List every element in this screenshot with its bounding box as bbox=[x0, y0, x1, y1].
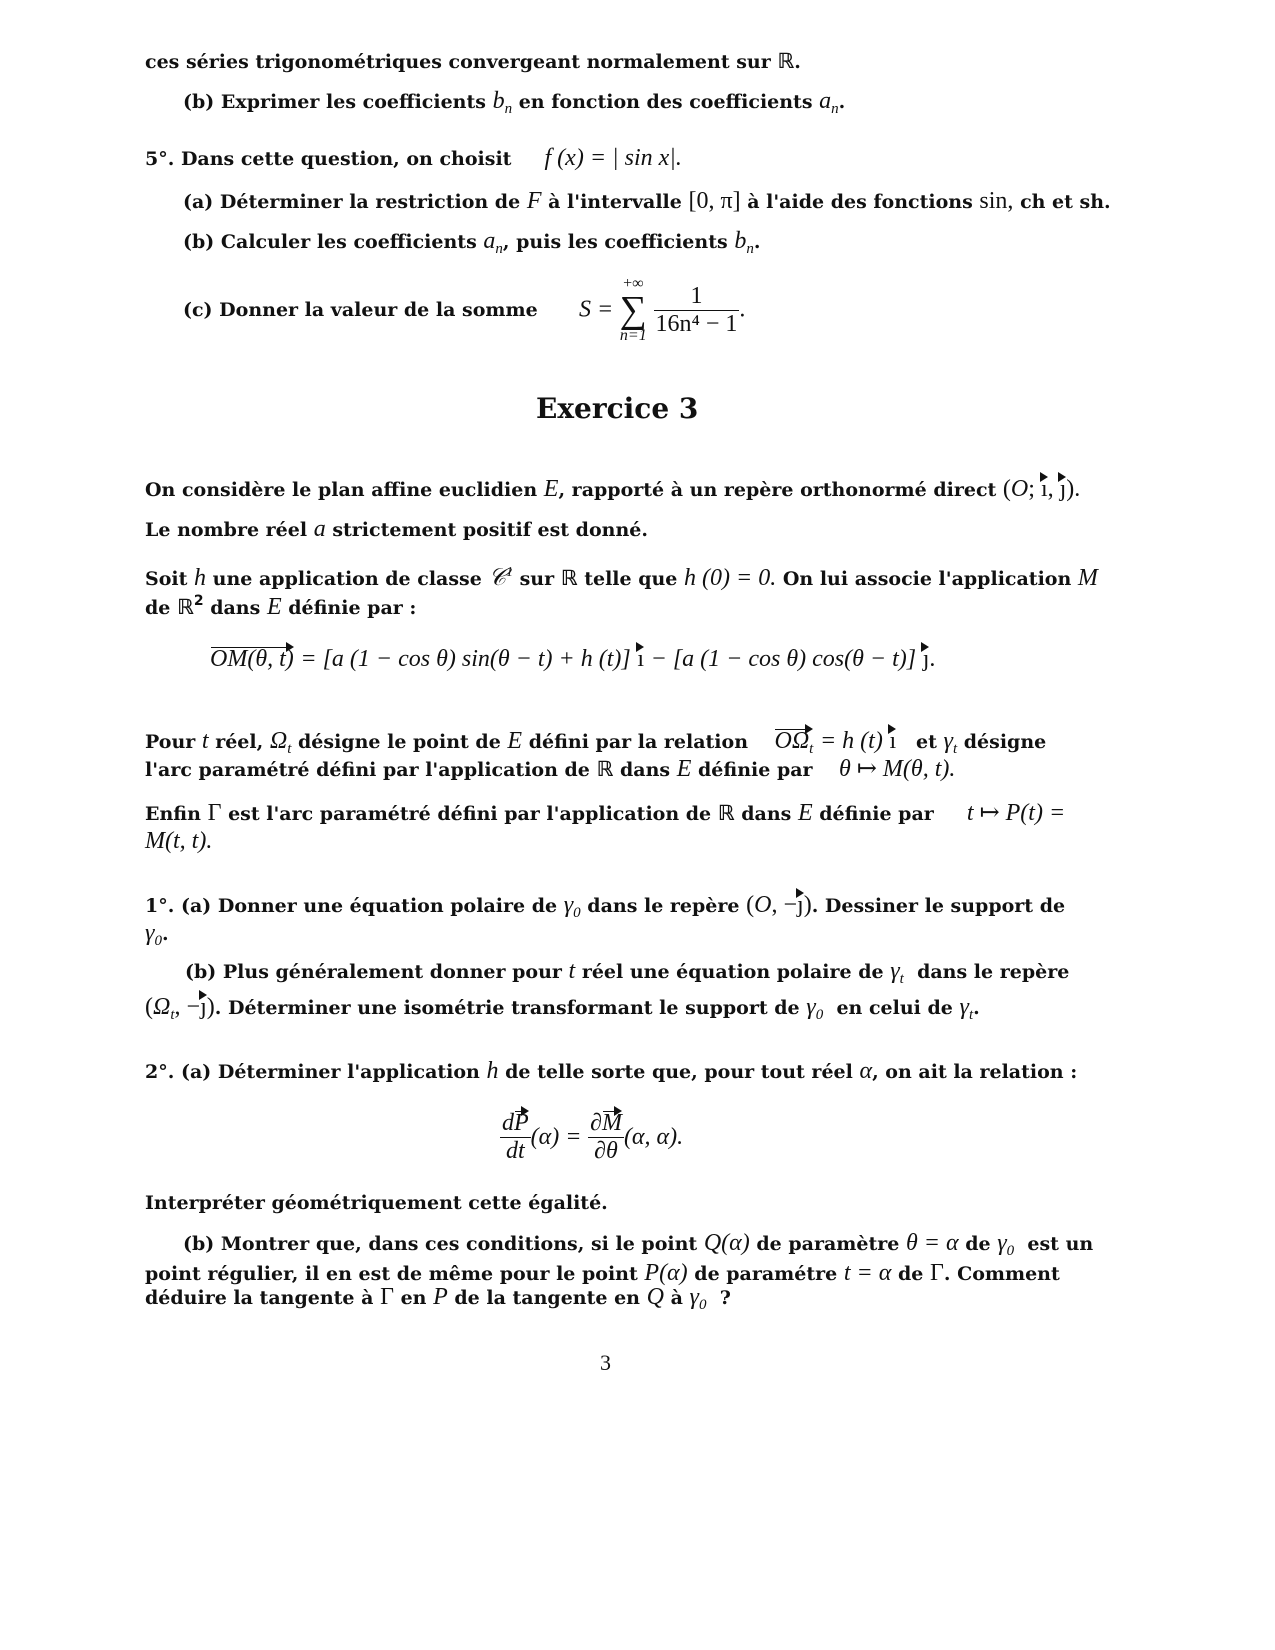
prev-text-line-1: ces séries trigonométriques convergeant normalement sur ℝ. bbox=[145, 49, 801, 73]
question-2b-line-2: point régulier, il en est de même pour le point P(α) de paramétre t = α de Γ. Comment bbox=[145, 1260, 1060, 1286]
ex3-paragraph-2: Le nombre réel a strictement positif est donné. bbox=[145, 516, 648, 542]
question-1b-line-1: (b) Plus généralement donner pour t réel une équation polaire de $\gamma_t$ dans le repère bbox=[185, 958, 1070, 987]
sum-symbol: +∞ ∑ n=1 bbox=[619, 275, 647, 344]
ex3-paragraph-3-line-2: de ℝ$^2$ dans E définie par : bbox=[145, 593, 417, 620]
question-5a: (a) Déterminer la restriction de F à l'intervalle [0, π] à l'aide des fonctions sin, ch et sh. bbox=[183, 188, 1111, 214]
dP-dt-fraction: $\frac{dP}{dt}$ bbox=[502, 1110, 529, 1164]
exercise-title: Exercice 3 bbox=[536, 392, 699, 425]
question-2a: 2°. (a) Déterminer l'application h de telle sorte que, pour tout réel α, on ait la relation : bbox=[145, 1058, 1078, 1084]
question-5b: (b) Calculer les coefficients $a_n$, puis les coefficients $b_n$. bbox=[183, 228, 761, 257]
question-1a-line-1: 1°. (a) Donner une équation polaire de $\gamma_0$ dans le repère (O, −ȷ). Dessiner le support de bbox=[145, 892, 1066, 921]
question-2b-line-3: déduire la tangente à Γ en P de la tangente en Q à $\gamma_0$ ? bbox=[145, 1284, 731, 1313]
question-2-interpretation: Interpréter géométriquement cette égalité. bbox=[145, 1192, 608, 1214]
ex3-paragraph-5-line-1: Enfin Γ est l'arc paramétré défini par l'application de ℝ dans E définie par t ↦ P(t) = bbox=[145, 800, 1066, 826]
ex3-paragraph-4-line-1: Pour t réel, $\Omega_t$ désigne le point de E défini par la relation $O\Omega_t = h$ (t) ı et $\gamma_t$ désigne bbox=[145, 728, 1046, 762]
ex3-paragraph-1: On considère le plan affine euclidien E, rapporté à un repère orthonormé direct (O; ı, ȷ). bbox=[145, 476, 1081, 502]
question-2b-line-1: (b) Montrer que, dans ces conditions, si le point Q(α) de paramètre θ = α de $\gamma_0$ est un bbox=[183, 1230, 1094, 1259]
dM-dtheta-fraction: $\frac{\partial M}{\partial\theta}$ bbox=[590, 1110, 622, 1164]
ex3-paragraph-5-line-2: M(t, t). bbox=[145, 828, 213, 854]
question-5c: (c) Donner la valeur de la somme S = +∞ ∑ n=1 $\frac{1}{\text{16n⁴ − 1}}$ . bbox=[183, 275, 746, 344]
ex3-paragraph-4-line-2: l'arc paramétré défini par l'application de ℝ dans E définie par θ ↦ M(θ, t). bbox=[145, 756, 956, 782]
page-number: 3 bbox=[600, 1350, 611, 1375]
question-1a-line-2: $\gamma_0$. bbox=[145, 920, 169, 949]
derivative-equation: $\frac{dP}{dt}$ (α) = $\frac{\partial M}{\partial\theta}$ (α, α). bbox=[502, 1110, 684, 1164]
question-1b-line-2: ($\Omega_t$, −ȷ). Déterminer une isométrie transformant le support de $\gamma_0$ en celui de $\gamma_t$. bbox=[145, 994, 980, 1023]
main-equation: OM(θ, t) = [a (1 − cos θ) sin(θ − t) + h (t)] ı − [a (1 − cos θ) cos(θ − t)] ȷ. bbox=[210, 646, 936, 672]
question-4b: (b) Exprimer les coefficients $b_n$ en fonction des coefficients $a_n$. bbox=[183, 88, 846, 117]
sum-fraction: $\frac{1}{\text{16n⁴ − 1}}$ bbox=[655, 282, 738, 337]
question-5-intro: 5°. Dans cette question, on choisit f (x) = | sin x|. bbox=[145, 145, 682, 171]
ex3-paragraph-3-line-1: Soit h une application de classe 𝒞$^1$ sur ℝ telle que h (0) = 0. On lui associe l'application M bbox=[145, 565, 1098, 591]
